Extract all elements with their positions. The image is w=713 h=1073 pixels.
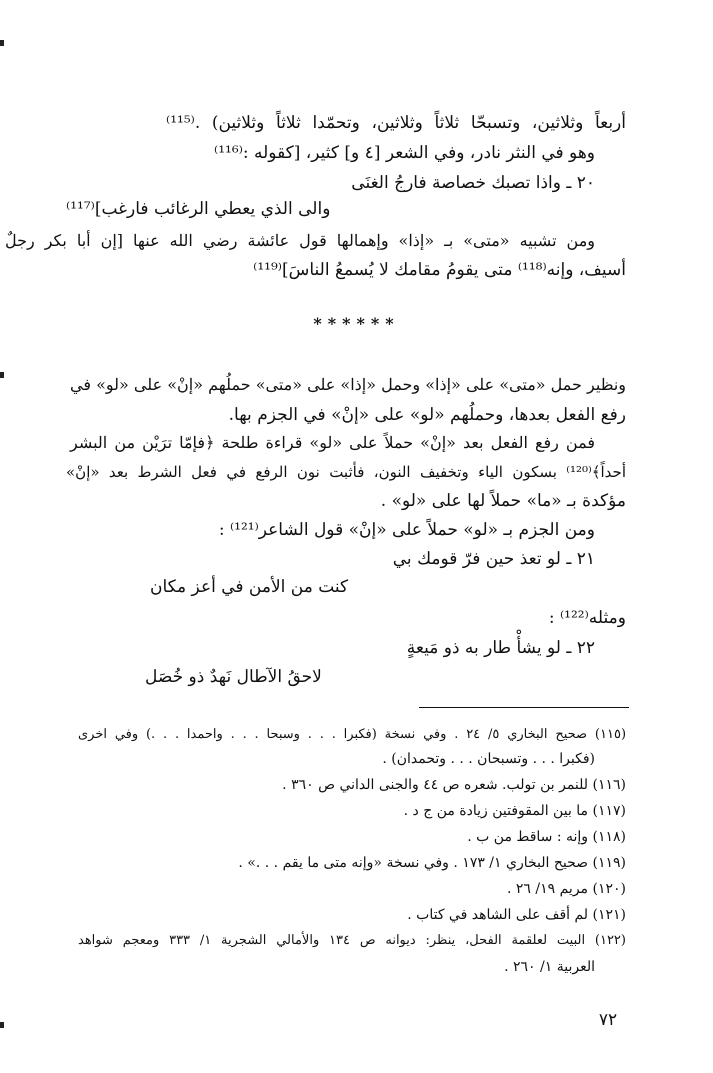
text-line-12: ومن الجزم بـ «لو» حملاً على «إنْ» قول الشاعر⁽¹²¹⁾ : — [218, 520, 595, 540]
text-line-15: ومثله⁽¹²²⁾ : — [548, 608, 626, 628]
section-separator: ****** — [313, 314, 400, 333]
text-line-8: رفع الفعل بعدها، وحملُهم «لو» على «إنْ» في الجزم بها. — [228, 405, 626, 425]
footnote-122: (١٢٢) البيت لعلقمة الفحل، ينظر: ديوانه ص ١٣٤ والأمالي الشجرية ١/ ٣٣٣ ومعجم شواهد — [78, 933, 626, 948]
text-line-2: وهو في النثر نادر، وفي الشعر [٤ و] كثير، [كقوله :⁽¹¹⁶⁾ — [214, 143, 595, 163]
footnote-115-cont: (فكبرا . . . وتسبحان . . . وتحمدان) . — [382, 751, 595, 767]
scan-mark-bottom — [0, 1022, 4, 1028]
scan-mark-top — [0, 40, 4, 46]
footnote-120: (١٢٠) مريم ١٩/ ٢٦ . — [506, 881, 626, 897]
text-line-5: ومن تشبيه «متى» بـ «إذا» وإهمالها قول عائشة رضي الله عنها [إن أبا بكر رجلٌ — [5, 231, 595, 250]
text-line-9: فمن رفع الفعل بعد «إنْ» حملاً على «لو» قراءة طلحة ﴿فإمّا ترَيْن من البشر — [70, 433, 595, 452]
verse-22-second-hemistich: لاحقُ الآطال نَهدٌ ذو خُصَل — [145, 667, 322, 687]
text-line-7: ونظير حمل «متى» على «إذا» وحمل «إذا» على «متى» حملُهم «إنْ» على «لو» في — [70, 375, 626, 394]
scan-mark-middle — [0, 372, 4, 378]
verse-20-second-hemistich: والى الذي يعطي الرغائب فارغب]⁽¹¹⁷⁾ — [66, 199, 331, 219]
footnote-118: (١١٨) وإنه : ساقط من ب . — [467, 829, 626, 845]
text-line-11: مؤكدة بـ «ما» حملاً لها على «لو» . — [380, 491, 626, 511]
verse-22-first-hemistich: ٢٢ ـ لو يشأْ طار به ذو مَيعةٍ — [406, 638, 595, 658]
text-line-1: أربعاً وثلاثين، وتسبحّا ثلاثاً وثلاثين، وتحمّدا ثلاثاً وثلاثين) .⁽¹¹⁵⁾ — [166, 113, 626, 133]
text-line-10: أحداً﴾⁽¹²⁰⁾ بسكون الياء وتخفيف النون، فأثبت نون الرفع في فعل الشرط بعد «إنْ» — [66, 463, 626, 481]
text-line-6: أسيف، وإنه⁽¹¹⁸⁾ متى يقومُ مقامك لا يُسمعُ الناسَ]⁽¹¹⁹⁾ — [253, 260, 626, 280]
footnote-rule — [419, 707, 629, 708]
footnote-117: (١١٧) ما بين المقوفتين زيادة من ج د . — [403, 803, 626, 819]
verse-21-first-hemistich: ٢١ ـ لو تعذ حين فرّ قومك بي — [392, 549, 595, 569]
page-number: ٧٢ — [598, 1010, 618, 1030]
verse-21-second-hemistich: كنت من الأمن في أعز مكان — [150, 577, 349, 597]
footnote-122-cont: العربية ١/ ٢٦٠ . — [504, 959, 595, 975]
footnote-115: (١١٥) صحيح البخاري ٥/ ٢٤ . وفي نسخة (فكبرا . . . وسبحا . . . واحمدا . . .) وفي اخرى — [78, 727, 627, 742]
footnote-116: (١١٦) للنمر بن تولب. شعره ص ٤٤ والجنى الداني ص ٣٦٠ . — [282, 777, 626, 793]
footnote-119: (١١٩) صحيح البخاري ١/ ١٧٣ . وفي نسخة «وإنه متى ما يقم . . .» . — [238, 855, 626, 871]
footnote-121: (١٢١) لم أقف على الشاهد في كتاب . — [407, 907, 626, 923]
verse-20-first-hemistich: ٢٠ ـ واذا تصبك خصاصة فارجُ الغنَى — [351, 173, 595, 193]
